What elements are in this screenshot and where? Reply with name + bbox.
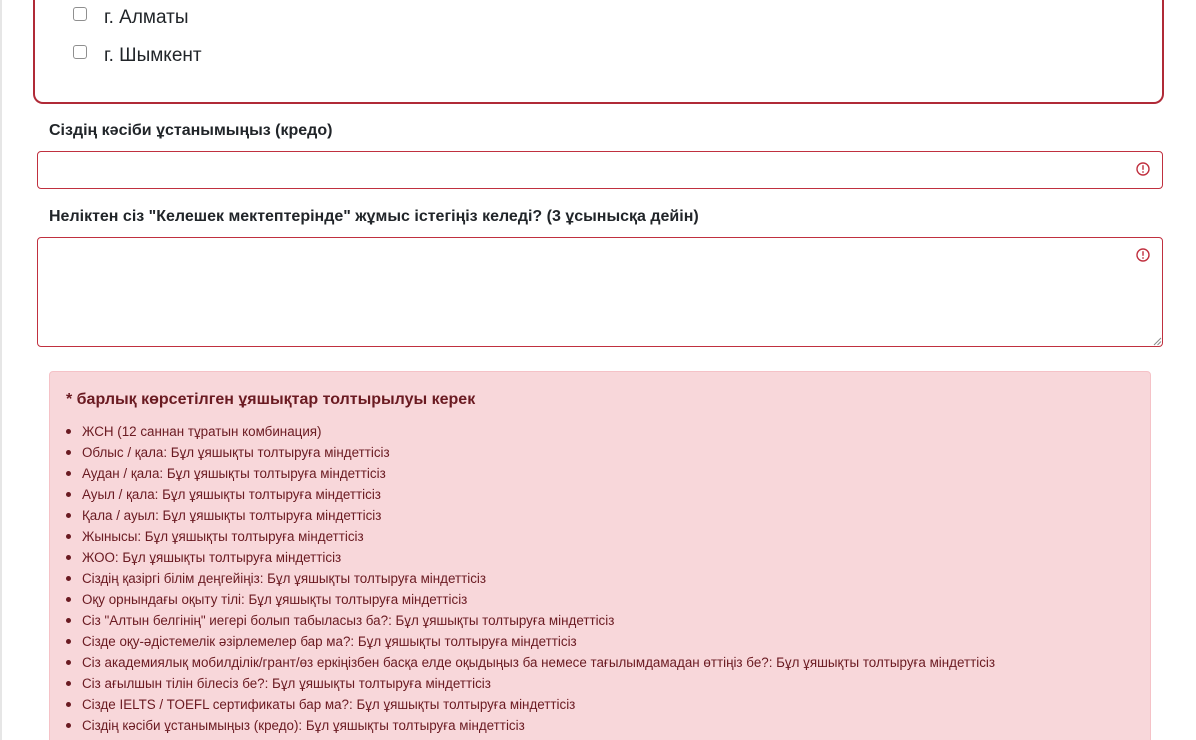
error-text: Сізде оқу-әдістемелік әзірлемелер бар ма?: Бұл ұяшықты толтыруға міндеттісіз: [82, 634, 577, 649]
error-item: [66, 694, 995, 715]
error-text: Сіз "Алтын белгінің" иегері болып табыласыз ба?: Бұл ұяшықты толтыруға міндеттісіз: [82, 613, 615, 628]
error-item: [66, 547, 995, 568]
city-option-almaty[interactable]: [73, 6, 189, 30]
error-item: [66, 715, 995, 736]
error-text: Оқу орнындағы оқыту тілі: Бұл ұяшықты толтыруға міндеттісіз: [82, 592, 468, 607]
error-item: [66, 673, 995, 694]
why-label: Неліктен сіз "Келешек мектептерінде" жұмыс істегіңіз келеді? (3 ұсынысқа дейін): [49, 208, 699, 225]
error-text: Сіздің кәсіби ұстанымыңыз (кредо): Бұл ұяшықты толтыруға міндеттісіз: [82, 718, 525, 733]
error-item: [66, 421, 995, 442]
error-text: Аудан / қала: Бұл ұяшықты толтыруға міндеттісіз: [82, 466, 386, 481]
error-text: Сіз ағылшын тілін білесіз бе?: Бұл ұяшықты толтыруға міндеттісіз: [82, 676, 491, 691]
checkbox-almaty[interactable]: [73, 7, 87, 21]
error-summary-title: * барлық көрсетілген ұяшықтар толтырылуы керек: [66, 391, 476, 408]
bullet-icon: [66, 702, 71, 707]
bullet-icon: [66, 618, 71, 623]
checkbox-shymkent[interactable]: [73, 45, 87, 59]
credo-label: Сіздің кәсіби ұстанымыңыз (кредо): [49, 122, 333, 139]
error-item: [66, 484, 995, 505]
error-item: [66, 631, 995, 652]
bullet-icon: [66, 450, 71, 455]
bullet-icon: [66, 534, 71, 539]
error-text: ЖОО: Бұл ұяшықты толтыруға міндеттісіз: [82, 550, 342, 565]
error-item: [66, 610, 995, 631]
bullet-icon: [66, 492, 71, 497]
bullet-icon: [66, 660, 71, 665]
error-item: [66, 442, 995, 463]
city-checkbox-group: [33, 0, 1164, 104]
error-list: [66, 421, 995, 736]
city-label-almaty: г. Алматы: [104, 7, 189, 28]
error-item: [66, 463, 995, 484]
resize-grip-icon[interactable]: [1153, 337, 1162, 346]
exclamation-circle-icon: [1136, 248, 1150, 262]
error-text: Жынысы: Бұл ұяшықты толтыруға міндеттісіз: [82, 529, 364, 544]
bullet-icon: [66, 681, 71, 686]
error-item: [66, 589, 995, 610]
error-text: Қала / ауыл: Бұл ұяшықты толтыруға міндеттісіз: [82, 508, 382, 523]
why-textarea[interactable]: [37, 237, 1163, 347]
bullet-icon: [66, 429, 71, 434]
error-item: [66, 505, 995, 526]
error-text: Сіз академиялық мобилділік/грант/өз еркіңізбен басқа елде оқыдыңыз ба немесе тағылымдамадан өттіңіз бе?: Бұл ұяшықты толтыруға міндеттісіз: [82, 655, 996, 670]
bullet-icon: [66, 513, 71, 518]
city-label-shymkent: г. Шымкент: [104, 45, 202, 66]
bullet-icon: [66, 639, 71, 644]
bullet-icon: [66, 576, 71, 581]
credo-input[interactable]: [37, 151, 1163, 189]
bullet-icon: [66, 723, 71, 728]
error-item: [66, 568, 995, 589]
bullet-icon: [66, 471, 71, 476]
error-text: ЖСН (12 саннан тұратын комбинация): [82, 424, 322, 439]
error-item: [66, 526, 995, 547]
exclamation-circle-icon: [1136, 162, 1150, 176]
page-edge: [0, 0, 2, 740]
bullet-icon: [66, 597, 71, 602]
city-option-shymkent[interactable]: [73, 44, 202, 68]
error-text: Сіздің қазіргі білім деңгейіңіз: Бұл ұяшықты толтыруға міндеттісіз: [82, 571, 487, 586]
error-text: Сізде IELTS / TOEFL сертификаты бар ма?: Бұл ұяшықты толтыруға міндеттісіз: [82, 697, 576, 712]
error-item: [66, 652, 995, 673]
error-text: Облыс / қала: Бұл ұяшықты толтыруға міндеттісіз: [82, 445, 390, 460]
error-text: Ауыл / қала: Бұл ұяшықты толтыруға міндеттісіз: [82, 487, 381, 502]
bullet-icon: [66, 555, 71, 560]
